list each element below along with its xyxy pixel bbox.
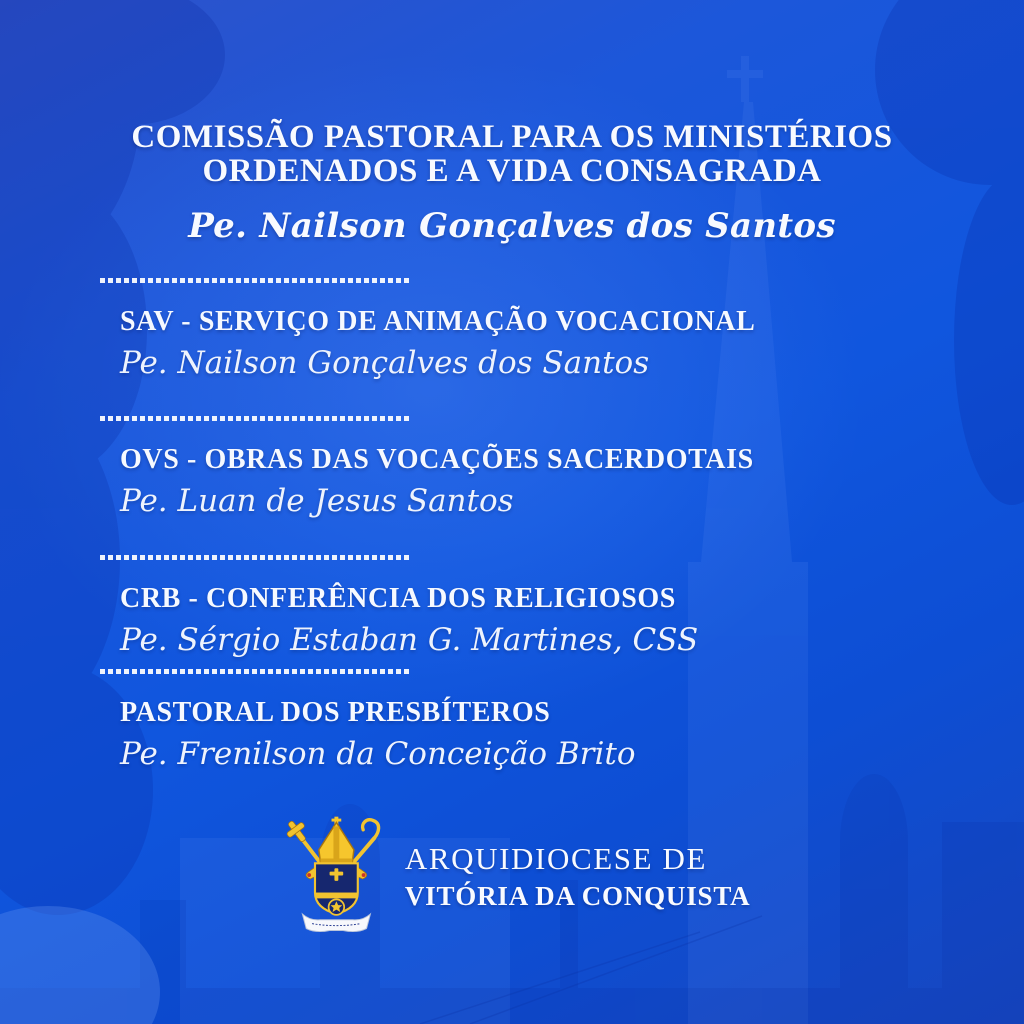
- shield: [315, 863, 358, 915]
- organization-name: [405, 841, 751, 912]
- section-heading: CRB - CONFERÊNCIA DOS RELIGIOSOS: [120, 583, 676, 614]
- section-crb: [100, 555, 880, 659]
- commission-priest-name: Pe. Nailson Gonçalves dos Santos: [188, 206, 836, 246]
- section-ovs: [100, 416, 880, 520]
- dotted-divider: [100, 555, 412, 560]
- section-pastoral-presbiteros: [100, 669, 880, 773]
- organization-name-line1: ARQUIDIOCESE DE: [404, 840, 708, 876]
- footer-logo-lockup: [283, 816, 751, 936]
- page-title-line2: ORDENADOS E A VIDA CONSAGRADA: [202, 153, 822, 189]
- section-heading: PASTORAL DOS PRESBÍTEROS: [120, 697, 551, 728]
- page-title-line1: COMISSÃO PASTORAL PARA OS MINISTÉRIOS: [131, 119, 893, 155]
- section-heading: OVS - OBRAS DAS VOCAÇÕES SACERDOTAIS: [120, 444, 754, 475]
- dotted-divider: [100, 669, 412, 674]
- section-priest-name: Pe. Frenilson da Conceição Brito: [120, 736, 636, 772]
- header: [0, 120, 1024, 246]
- section-priest-name: Pe. Luan de Jesus Santos: [120, 483, 514, 519]
- mitre: [319, 817, 354, 866]
- dotted-divider: [100, 416, 412, 421]
- scroll-banner: [302, 914, 370, 932]
- archdiocese-coat-of-arms-icon: [283, 816, 390, 936]
- page-title: [0, 120, 1024, 188]
- organization-name-line2: VITÓRIA DA CONQUISTA: [404, 880, 751, 911]
- section-sav: [100, 278, 880, 382]
- section-priest-name: Pe. Nailson Gonçalves dos Santos: [120, 345, 650, 381]
- dotted-divider: [100, 278, 412, 283]
- section-priest-name: Pe. Sérgio Estaban G. Martines, CSS: [120, 622, 699, 658]
- section-heading: SAV - SERVIÇO DE ANIMAÇÃO VOCACIONAL: [120, 306, 756, 337]
